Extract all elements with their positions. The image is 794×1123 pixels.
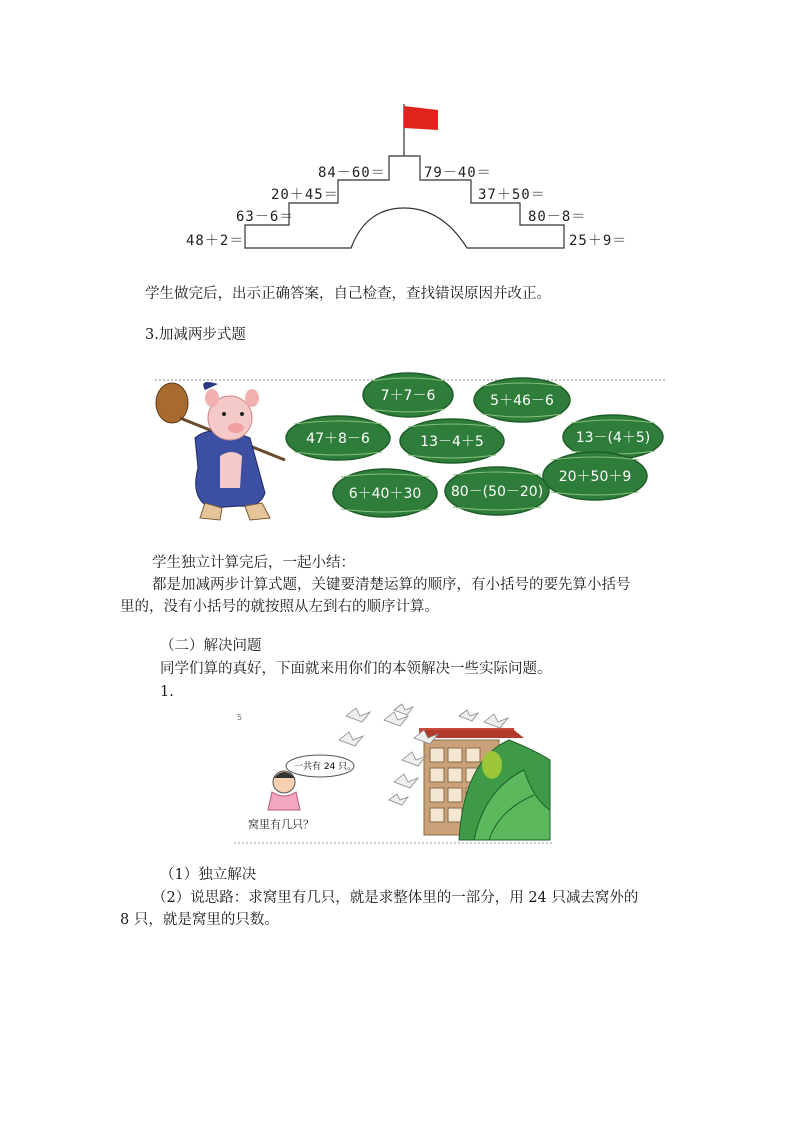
corner-mark: 5 [237,713,243,722]
stair-eq-r1: 79－40＝ [424,165,492,181]
stair-eq-r2: 37＋50＝ [478,187,546,203]
melon-expression: 7＋7－6 [380,388,436,404]
pig-farmer-icon [156,382,285,520]
stair-eq-r4: 25＋9＝ [569,233,628,249]
check-note: 学生做完后，出示正确答案，自己检查，查找错误原因并改正。 [145,286,551,302]
watermelon-figure [150,368,670,526]
step2-line1: （2）说思路：求窝里有几只，就是求整体里的一部分，用 24 只减去窝外的 [152,890,639,906]
section3-title: 3.加减两步式题 [145,327,246,343]
summary-line1: 都是加减两步计算式题，关键要清楚运算的顺序，有小括号的要先算小括号 [152,577,631,593]
stair-eq-l1: 84－60＝ [318,165,386,181]
part2-intro: 同学们算的真好，下面就来用你们的本领解决一些实际问题。 [160,661,552,677]
summary-intro: 学生独立计算完后，一起小结： [152,555,355,571]
melon-expression: 13－4＋5 [420,434,484,450]
problem1-number: 1. [160,684,174,700]
melon-expression: 80－(50－20) [450,484,544,500]
stair-eq-r3: 80－8＝ [528,209,587,225]
pigeon-picture [234,700,552,845]
part2-title: （二）解决问题 [160,638,262,654]
speech-bubble-text: 一共有 24 只。 [294,762,357,772]
pigeon-question: 窝里有几只？ [248,818,314,831]
summary-line2: 里的，没有小括号的就按照从左到右的顺序计算。 [120,599,439,615]
stair-eq-l2: 20＋45＝ [271,187,339,203]
staircase-drawing [240,100,580,255]
melon-expression: 20＋50＋9 [558,469,632,485]
melons-group [286,373,663,517]
step2-line2: 8 只，就是窝里的只数。 [120,912,279,928]
red-flag-icon [404,106,438,130]
melon-expression: 6＋40＋30 [348,486,422,502]
stair-eq-l3: 63－6＝ [236,209,295,225]
melon-expression: 5＋46－6 [490,393,554,409]
melon-expression: 13－(4＋5) [575,430,651,446]
melon-expression: 47＋8－6 [306,431,370,447]
stair-eq-l4: 48＋2＝ [186,233,245,249]
step1: （1）独立解决 [160,867,257,883]
